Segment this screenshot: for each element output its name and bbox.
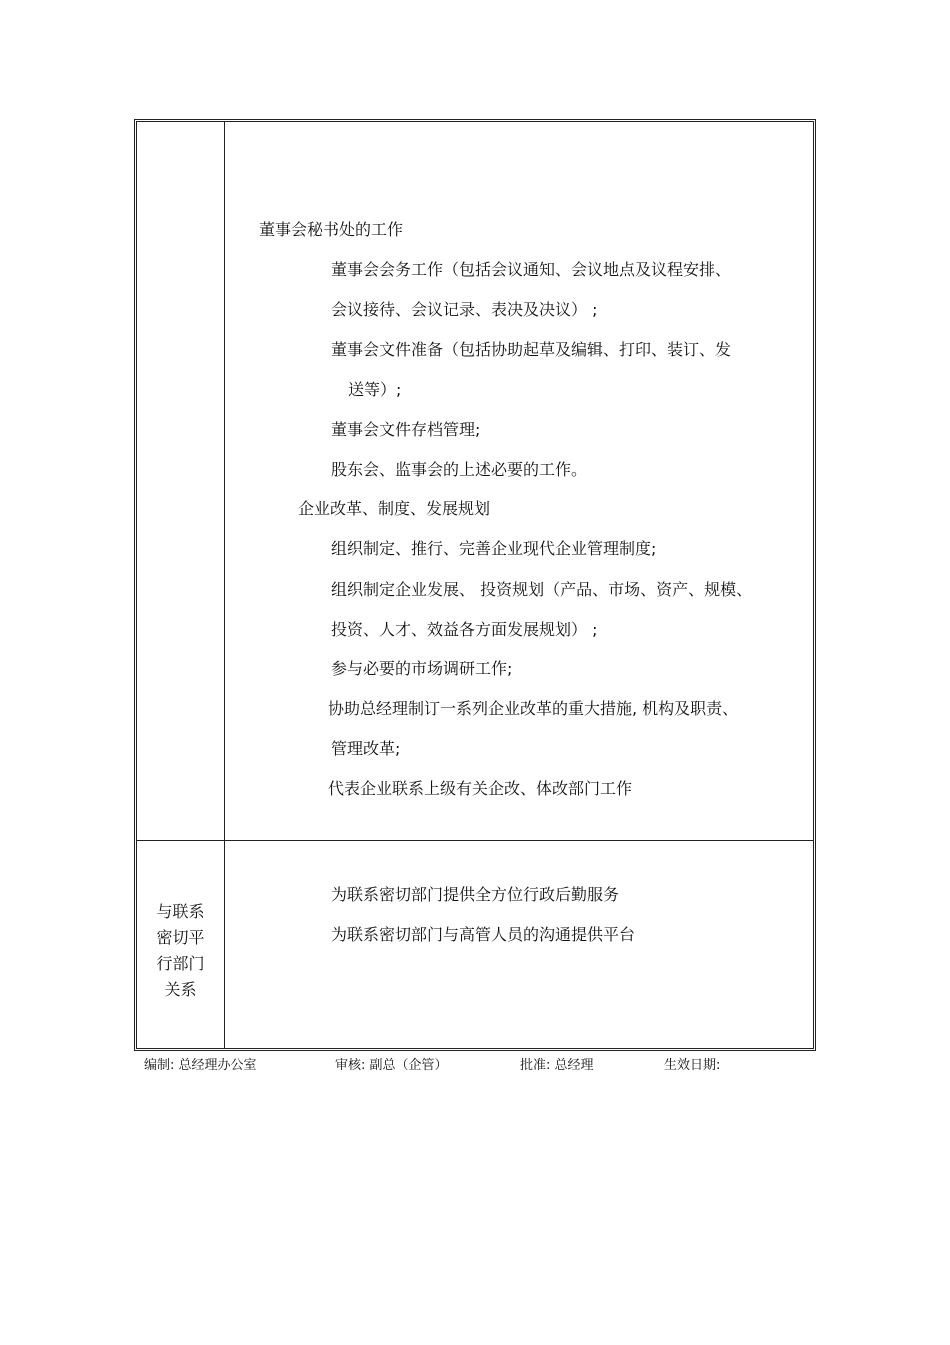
relations-label-line: 行部门 (156, 954, 205, 973)
footer-reviewed: 审核: 副总（企管） (335, 1058, 448, 1073)
duty-item: 参与必要的市场调研工作; (331, 659, 513, 678)
section-heading-board-secretariat: 董事会秘书处的工作 (259, 220, 404, 239)
column-divider (224, 122, 225, 1048)
relations-label-line: 与联系 (156, 902, 205, 921)
duty-item: 组织制定、推行、完善企业现代企业管理制度; (331, 539, 657, 558)
duty-item: 董事会文件准备（包括协助起草及编辑、打印、装订、发 (331, 340, 732, 359)
relation-item: 为联系密切部门与高管人员的沟通提供平台 (331, 925, 636, 944)
relation-item: 为联系密切部门提供全方位行政后勤服务 (331, 885, 620, 904)
footer-approved: 批准: 总经理 (520, 1058, 594, 1073)
duty-item: 投资、人才、效益各方面发展规划） ; (331, 620, 598, 639)
footer-prepared: 编制: 总经理办公室 (144, 1058, 257, 1073)
duty-item: 送等）; (348, 380, 402, 399)
duty-item: 协助总经理制订一系列企业改革的重大措施, 机构及职责、 (328, 699, 739, 718)
duty-item: 董事会文件存档管理; (331, 420, 481, 439)
duty-item: 组织制定企业发展、 投资规划（产品、市场、资产、规模、 (331, 580, 753, 599)
duty-item: 会议接待、会议记录、表决及决议） ; (331, 300, 598, 319)
relations-label-line: 密切平 (156, 928, 205, 947)
duty-item: 董事会会务工作（包括会议通知、会议地点及议程安排、 (331, 260, 732, 279)
duty-item: 股东会、监事会的上述必要的工作。 (331, 460, 588, 479)
section-heading-reform-planning: 企业改革、制度、发展规划 (298, 499, 491, 518)
relations-label-line: 关系 (164, 980, 197, 999)
relations-label (137, 899, 224, 1003)
row-divider (137, 840, 813, 841)
duty-item: 代表企业联系上级有关企改、体改部门工作 (328, 779, 633, 798)
footer-effective-date: 生效日期: (664, 1058, 721, 1073)
duty-table (134, 119, 816, 1051)
duty-item: 管理改革; (331, 739, 401, 758)
